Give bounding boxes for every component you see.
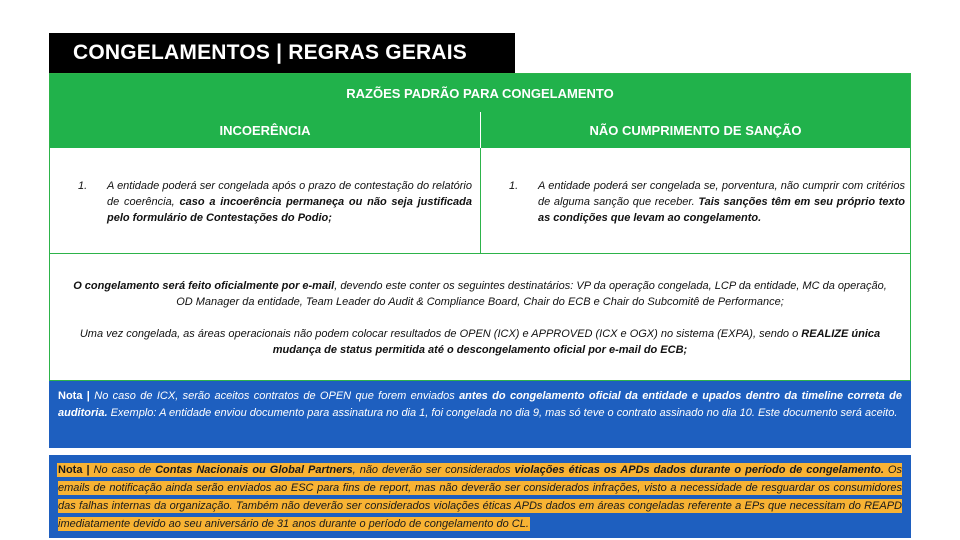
column-header-sancao: NÃO CUMPRIMENTO DE SANÇÃO (589, 122, 802, 138)
rules-table (49, 73, 911, 381)
rule-text-bold: Tais sanções têm em seu próprio texto as condições que levam ao congelamento. (538, 196, 905, 224)
column-header-incoerencia: INCOERÊNCIA (219, 122, 311, 138)
paragraph-status (70, 326, 890, 358)
note-cn-text: No caso de (89, 464, 156, 476)
paragraph-email-bold: O congelamento será feito oficialmente por e-mail (73, 280, 335, 292)
rule-text: A entidade poderá ser congelada após o prazo de contestação do relatório de coerência, (107, 180, 472, 208)
note-cn-bold-2: violações éticas os APDs dados durante o período de congelamento. (514, 464, 884, 476)
note-icx-bold: antes do congelamento oficial da entidade e upados dentro da timeline correta de auditoria. (58, 390, 902, 419)
table-header-label: RAZÕES PADRÃO PARA CONGELAMENTO (346, 85, 614, 101)
paragraph-email (70, 278, 890, 310)
note-cn-text-3: Os emails de notificação ainda serão enviados ao ESC para fins de report, mas não deverão ser considerados infrações, visto a necessidade de resguardar os consumidores das falhas internas da organização. Também não deverão ser considerados violações éticas APDs dados em áreas congeladas referente a EPs que necessitam do REAPD imediatamente devido ao seu aniversário de 31 anos durante o período de congelamento do CL. (58, 464, 902, 530)
rule-item (78, 178, 472, 226)
paragraph-email-text: , devendo este conter os seguintes destinatários: VP da operação congelada, LCP da entidade, MC da operação, OD Manager da entidade, Team Leader do Audit & Compliance Board, Chair do ECB e Chair do Subcomitê de Performance; (176, 280, 887, 308)
rule-text: A entidade poderá ser congelada se, porventura, não cumprir com critérios de alguma sanção que receber. (538, 180, 905, 208)
table-header (50, 74, 910, 112)
note-cn-lead: Nota | (58, 464, 90, 476)
note-cn-bold: Contas Nacionais ou Global Partners (155, 464, 353, 476)
cell-sancao (481, 148, 910, 253)
title-banner (49, 33, 515, 73)
rule-number: 1. (509, 180, 519, 192)
rule-text-bold: caso a incoerência permaneça ou não seja justificada pelo formulário de Contestações do Podio; (107, 196, 472, 224)
note-contas-nacionais (49, 455, 911, 538)
note-icx-lead: Nota | (58, 390, 90, 402)
note-cn-text-2: , não deverão ser considerados (352, 464, 515, 476)
rules-row (50, 148, 910, 254)
paragraph-status-bold: REALIZE única mudança de status permitida até o descongelamento oficial por e-mail do ECB; (272, 328, 881, 356)
rule-number: 1. (78, 180, 88, 192)
freeze-procedure (50, 254, 910, 380)
note-icx-example: Exemplo: A entidade enviou documento para assinatura no dia 1, foi congelada no dia 9, mas só teve o contrato assinado no dia 10. Este documento será aceito. (107, 407, 898, 419)
note-icx-text: No caso de ICX, serão aceitos contratos de OPEN que forem enviados (89, 390, 460, 402)
note-icx (49, 381, 911, 448)
cell-incoerencia (50, 148, 481, 253)
paragraph-status-text: Uma vez congelada, as áreas operacionais não podem colocar resultados de OPEN (ICX) e APPROVED (ICX e OGX) no sistema (EXPA), sendo o (79, 328, 802, 340)
page-title: CONGELAMENTOS | REGRAS GERAIS (73, 41, 467, 64)
rule-item (509, 178, 905, 226)
column-headers (50, 112, 910, 148)
